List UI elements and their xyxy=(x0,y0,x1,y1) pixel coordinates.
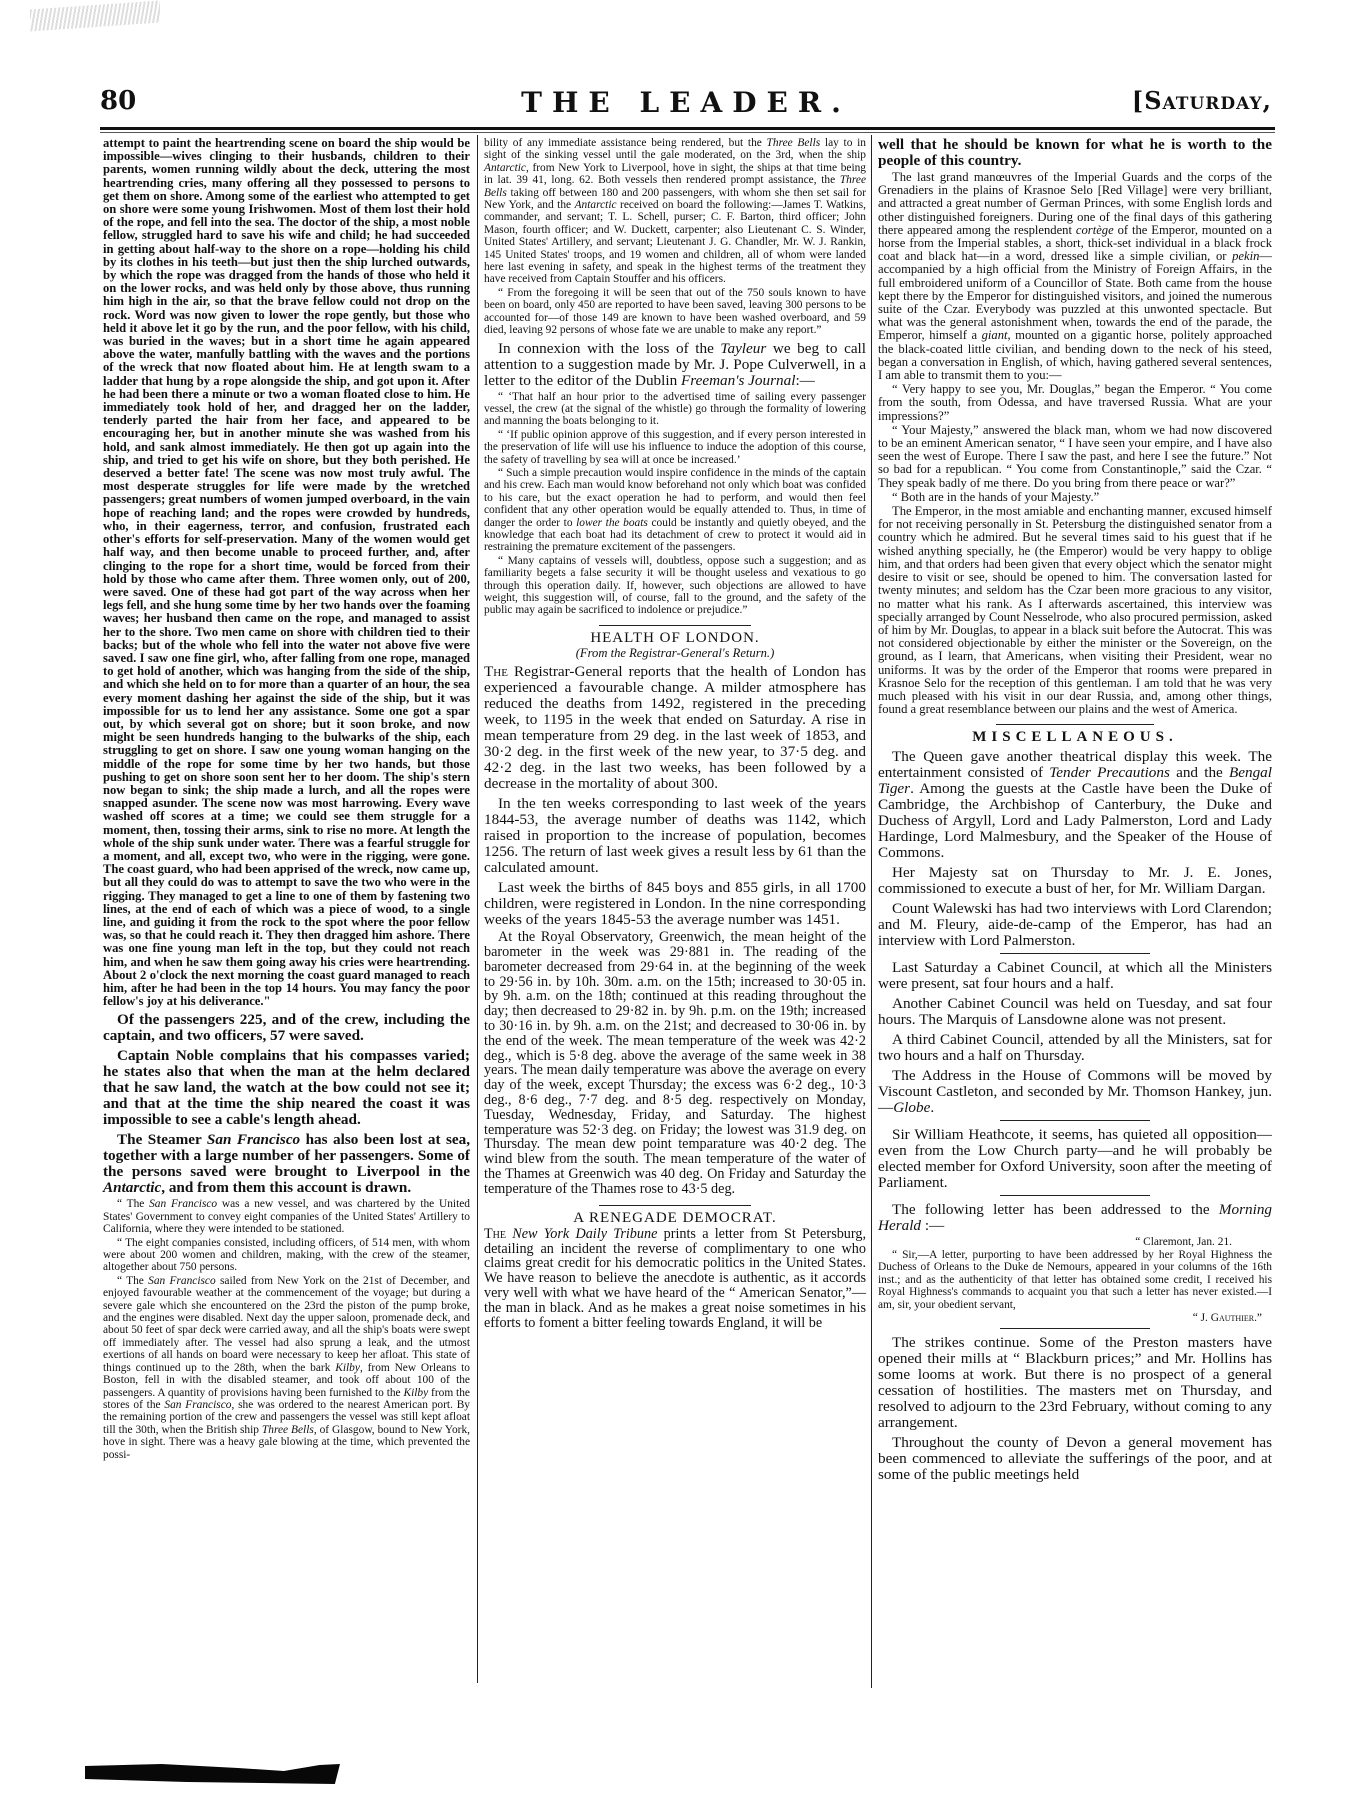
misc-paragraph: Count Walewski has had two interviews with Lord Clarendon; and M. Fleury, aide-de-camp of the Emperor, has had an interview with Lord Palmerston. xyxy=(878,899,1272,949)
misc-paragraph: The strikes continue. Some of the Preston masters have opened their mills at “ Blackburn prices;” and Mr. Hollins has some looms at work. But there is no prospect of a general cessation of hostilities. The masters met on Thursday, and resolved to adjourn to the 23rd February, without coming to any arrangement. xyxy=(878,1334,1272,1432)
misc-paragraph: Last Saturday a Cabinet Council, at which all the Ministers were present, sat four hours and a half. xyxy=(878,958,1272,992)
section-divider xyxy=(996,724,1154,725)
scan-ink-mark xyxy=(85,1764,340,1784)
column-divider xyxy=(477,135,478,1683)
article-paragraph: The Emperor, in the most amiable and enchanting manner, excused himself for not receiving personally in St. Petersburg the distinguished senator from a country which he admired. But he several times said to his guest that if he wished anything specially, he (the Emperor) would be very happy to oblige him, and that orders had been given that every object which the senator might desire to visit or see, should be opened to him. The conversation lasted for twenty minutes; and seldom has the Czar been more gracious to any visitor, no matter what his rank. As I afterwards ascertained, this interview was specially arranged by Count Nesselrode, who also procured permission, asked of him by Mr. Douglas, to appear in a black suit before the Autocrat. This was not considered objectionable by either the minister or the Sovereign, on the ground, as I learn, that Americans, when visiting their President, wear no uniforms. It was by the order of the Emperor that rooms were prepared in Krasnoe Selo for the reception of this gentleman. I am told that he was very much pleased with his visit in our dear Russia, and, among other things, found a great resemblance between our plains and the west of America. xyxy=(878,504,1272,717)
quote-paragraph: bility of any immediate assistance being rendered, but the Three Bells lay to in sight of the sinking vessel until the gale moderated, on the 3rd, when the ship Antarctic, from New York to Liverpool, hove in sight, the ships at that time being in lat. 39 41, long. 62. Both vessels then rendered prompt assistance, the Three Bells taking off between 180 and 200 passengers, with whom she then set sail for New York, and the Antarctic received on board the following:—James T. Watkins, commander, and servant; T. L. Schell, purser; C. F. Barton, third officer; John Mason, fourth officer; and W. Duckett, carpenter; also Lieutenant C. S. Winder, United States' Artillery, and servant; Lieutenant J. G. Chandler, Mr. W. J. Rankin, 145 United States' troops, and 19 women and children, all of whom were landed here last evening in safety, and speak in the highest terms of the treatment they have received from Captain Stouffer and his officers. xyxy=(484,137,866,286)
item-divider xyxy=(1000,1328,1150,1329)
misc-paragraph: Sir William Heathcote, it seems, has quieted all opposition—even from the Low Church party—and he will probably be elected member for Oxford University, soon after the meeting of Parliament. xyxy=(878,1125,1272,1191)
quote-paragraph: “ The San Francisco sailed from New York on the 21st of December, and enjoyed favourable weather at the commencement of the voyage; but during a severe gale which she encountered on the 23rd the piston of the pump broke, and the engines were disabled. Next day the upper saloon, promenade deck, and about 50 feet of spar deck were carried away, and all the ship's boats were swept off immediately after. The vessel had also sprung a leak, and the utmost exertions of all hands on board were necessary to keep her afloat. This state of things continued up to the 28th, when the bark Kilby, from New Orleans to Boston, fell in with the disabled steamer, and took off about 100 of the passengers. A quantity of provisions having been furnished to the Kilby from the stores of the San Francisco, she was ordered to the nearest American port. By the remaining portion of the crew and passengers the vessel was still kept afloat till the 30th, when the British ship Three Bells, of Glasgow, bound to New York, hove in sight. There was a heavy gale blowing at the time, which prevented the possi- xyxy=(103,1274,470,1461)
tayleur-paragraph: In connexion with the loss of the Tayleur we beg to call attention to a suggestion made by Mr. J. Pope Culverwell, in a letter to the editor of the Dublin Freeman's Journal:— xyxy=(484,339,866,389)
column-1 xyxy=(103,137,470,1462)
item-divider xyxy=(1000,1120,1150,1121)
dialog-paragraph: “ Both are in the hands of your Majesty.” xyxy=(892,489,1100,504)
quote-paragraph: “ The San Francisco was a new vessel, and was chartered by the United States' Government to convey eight companies of the United States' Artillery to California, where they were intended to be stationed. xyxy=(103,1198,471,1236)
captain-paragraph: Captain Noble complains that his compasses varied; he states also that when the man at the helm declared that he saw land, the watch at the bow could not see it; and that at the time the ship neared the coast it was impossible to see a cable's length ahead. xyxy=(103,1047,470,1129)
header-rule xyxy=(100,127,1275,130)
section-subheading: (From the Registrar-General's Return.) xyxy=(575,646,775,661)
dateline: [Saturday, xyxy=(1131,86,1272,115)
header-rule-thin xyxy=(100,132,1275,133)
section-divider xyxy=(599,1205,752,1206)
quote-paragraph: “ Such a simple precaution would inspire confidence in the minds of the captain and his crew. Each man would know beforehand not only which boat was confided to his care, but the exact operation he had to perform, and would then feel confident that any other operation would be equally attended to. Thus, in time of danger the order to lower the boats could be instantly and quietly obeyed, and the knowledge that each boat had its detachment of crew to protect it would aid in restraining the premature excitement of the passengers. xyxy=(484,466,866,554)
letter-body: “ Sir,—A letter, purporting to have been addressed by her Royal Highness the Duchess of Orleans to the Duke de Nemours, appeared in your columns of the 16th inst.; and as the authenticity of that letter has obtained some credit, I received his Royal Highness's commands to acquaint you that such a letter has never existed.—I am, sir, your obedient servant, xyxy=(878,1248,1272,1311)
quote-paragraph: “ ‘If public opinion approve of this suggestion, and if every person interested in the preservation of life will use his influence to induce the adoption of this course, the safety of travelling by sea will at once be increased.’ xyxy=(484,428,866,466)
misc-paragraph: A third Cabinet Council, attended by all the Ministers, sat for two hours and a half on Thursday. xyxy=(878,1030,1272,1064)
letter-place: “ Claremont, Jan. 21. xyxy=(1135,1235,1232,1248)
renegade-paragraph: The New York Daily Tribune prints a letter from St Petersburg, detailing an incident the reverse of complimentary to one who claims great credit for his democratic politics in the United States. We have reason to believe the anecdote is authentic, as it accords very well with what we have heard of the “ American Senator,”—the man in black. And as he makes a great noise sometimes in his efforts to foment a bitter feeling towards England, it will be xyxy=(484,1225,867,1331)
quote-paragraph: “ The eight companies consisted, including officers, of 514 men, with whom were about 200 women and children, making, with the crew of the steamer, altogether about 750 persons. xyxy=(103,1236,470,1274)
section-divider xyxy=(599,625,752,626)
column-3 xyxy=(868,137,1272,1485)
section-heading: A RENEGADE DEMOCRAT. xyxy=(573,1209,777,1226)
misc-paragraph: Throughout the county of Devon a general movement has been commenced to alleviate the sufferings of the poor, and at some of the public meetings held xyxy=(878,1434,1272,1484)
continuation-paragraph: well that he should be known for what he is worth to the people of this country. xyxy=(878,136,1272,169)
section-heading: HEALTH OF LONDON. xyxy=(590,629,760,646)
health-paragraph: In the ten weeks corresponding to last week of the years 1844-53, the average number of deaths was 1142, which raised in proportion to the increase of population, becomes 1256. The return of last week gives a result less by 61 than the calculated amount. xyxy=(484,795,866,877)
steamer-paragraph: The Steamer San Francisco has also been lost at sea, together with a large number of her passengers. Some of the persons saved were brought to Liverpool in the Antarctic, and from them this account is drawn. xyxy=(103,1131,470,1197)
article-paragraph: The last grand manœuvres of the Imperial Guards and the corps of the Grenadiers in the plains of Krasnoe Selo [Red Village] were very brilliant, and attracted a great number of German Princes, with some English lords and other distinguished foreigners. During one of the final days of this gathering there appeared among the resplendent cortège of the Emperor, mounted on a horse from the Imperial stables, a short, thick-set individual in a black frock coat and black hat—in a word, dressed like a simple civilian, or pekin—accompanied by a high official from the Ministry of Foreign Affairs, in the full embroidered uniform of a Councillor of State. Both came from the house kept there by the Emperor for distinguished visitors, and joined the numerous suite of the Czar. Everybody was puzzled at this unwonted spectacle. But what was the general astonishment when, towards the end of the parade, the Emperor, himself a giant, mounted on a gigantic horse, politely approached the black-coated little civilian, and bending down to the neck of his steed, began a conversation in English, of which, having gathered several sentences, I am able to transmit them to you:— xyxy=(878,170,1272,383)
masthead xyxy=(100,86,1272,122)
survivors-paragraph: Of the passengers 225, and of the crew, including the captain, and two officers, 57 were saved. xyxy=(103,1011,470,1045)
health-paragraph: The Registrar-General reports that the health of London has experienced a favourable change. A milder atmosphere has reduced the deaths from 1492, registered in the preceding week, to 1195 in the week that ended on Saturday. A rise in mean temperature from 29 deg. in the last week of 1853, and 30·2 deg. in the first week of the new year, to 37·5 deg. and 42·2 deg. in the last two weeks, has been followed by a decrease in the mortality of about 300. xyxy=(484,663,866,793)
health-paragraph: Last week the births of 845 boys and 855 girls, in all 1700 children, were registered in London. In the nine corresponding weeks of the years 1845-53 the average number was 1451. xyxy=(484,879,866,929)
dialog-paragraph: “ Your Majesty,” answered the black man, whom we had now discovered to be an eminent American senator, “ I have seen your empire, and I have also seen the west of Europe. There I saw the past, and here I see the future.” Not so bad for a republican. “ You come from Constantinople,” said the Czar. “ They speak badly of me there. Do you bring from there peace or war?” xyxy=(878,422,1272,490)
misc-paragraph: The Address in the House of Commons will be moved by Viscount Castleton, and seconded by Mr. Thomson Hankey, jun.—Globe. xyxy=(878,1066,1272,1116)
dialog-paragraph: “ Very happy to see you, Mr. Douglas,” began the Emperor. “ You come from the south, from Odessa, and have traversed Russia. What are your impressions?” xyxy=(878,382,1272,423)
article-paragraph: attempt to paint the heartrending scene on board the ship would be impossible—wives clinging to their husbands, children to their parents, women running wildly about the deck, uttering the most heartrending cries, many offering all they possessed to persons to get them on shore. Among some of the earliest who attempted to get on shore were some young Irishwomen. Most of them lost their hold of the rope, and fell into the sea. The doctor of the ship, a most noble fellow, struggled hard to save his wife and child; he had succeeded in getting about half-way to the shore on a rope—holding his child by its clothes in his teeth—but just then the ship lurched outwards, by which the rope was dragged from the hands of those who held it on the lower rocks, and was held only by those above, thus running him high in the air, so that the brave fellow could not drop on the rock. Word was now given to lower the rope gently, but those who held it above let it go by the run, and the poor fellow, with his child, was buried in the waves; but in a short time he again appeared above the water, manfully battling with the waves and the portions of the wreck that now floated about him. He at length swam to a ladder that hung by a rope alongside the ship, and got upon it. After he had been there a minute or two a woman floated close to him. He immediately took hold of her, and dragged her on the ladder, tenderly parted the hair from her face, and appeared to be encouraging her, but in another minute she was washed from his hold, and sank almost immediately. He then got up again into the ship, and tried to get his wife on shore, but they both perished. He deserved a better fate! The scene was now most truly awful. The most desperate struggles for life were made by the wretched passengers; great numbers of women jumped overboard, in the vain hope of reaching land; and the ropes were crowded by hundreds, who, in their eagerness, terror, and confusion, frustrated each other's efforts for self-preservation. Many of the women would get half way, and then become unable to proceed further, and, after clinging to the rope for a short time, would be forced from their hold by those who came after them. Three women only, out of 200, were saved. One of these had got part of the way across when her legs fell, and she hung some time by her two hands over the foaming waves; her husband then came on the rope, and managed to assist her to the shore. Two men came on shore with children tied to their backs; but of the whole who fell into the water not above five were saved. I saw one fine girl, who, after falling from one rope, managed to get hold of another, which was hanging from the side of the ship, and which she held on to for more than a quarter of an hour, the sea every moment dashing her against the side of the ship, but it was impossible for us to lend her any assistance. Some one got a spar out, by which several got on shore; but it soon broke, and now might be seen hundreds hanging to the bulwarks of the ship, each struggling to get on shore. I saw one young woman hanging on the middle of the rope for some time by her two hands, but those pushing to get on shore soon sent her to her doom. The ship's stern now began to sink; the ship made a lurch, and all the ropes were snapped asunder. The scene now was most harrowing. Every wave washed off scores at a time; we could see them struggle for a moment, then, tossing their arms, sink to rise no more. At length the whole of the ship sunk under water. There was a fearful struggle for a moment, and all, except two, who were in the rigging, were gone. The coast guard, who had been apprised of the wreck, now came up, but all they could do was to attempt to save the two who were in the rigging. They managed to get a line to one of them by fastening two lines, at the end of each of which was a piece of wood, to a single line, and guiding it from the rock to the spot where the poor fellow was, so that he could reach it. They then dragged him ashore. There was one fine young man left in the top, but they could not reach him, and when he saw them going away his cries were heartrending. About 2 o'clock the next morning the coast guard managed to reach him, after he had been in the top 14 hours. You may fancy the poor fellow's joy at his deliverance." xyxy=(103,136,470,1009)
misc-paragraph: Another Cabinet Council was held on Tuesday, and sat four hours. The Marquis of Lansdowne alone was not present. xyxy=(878,994,1272,1028)
health-paragraph: At the Royal Observatory, Greenwich, the mean height of the barometer in the week was 29·881 in. The reading of the barometer decreased from 29·64 in. at the beginning of the week to 29·56 in. by 10h. 30m. a.m. on the 15th; increased to 30·05 in. by 9h. a.m. on the 18th; continued at this reading throughout the day; then decreased to 29·82 in. by 9h. p.m. on the 19th; increased to 30·16 in. by 9h. a.m. on the 21st; and decreased to 30·06 in. by the end of the week. The mean temperature of the week was 42·2 deg., which is 5·8 deg. above the average of the same week in 38 years. The mean daily temperature was above the average on every day of the week, except Thursday; the excess was 6·2 deg., 10·3 deg., 8·6 deg., 7·7 deg. and 8·5 deg. respectively on Monday, Tuesday, Wednesday, Friday, and Saturday. The highest temperature was 52·3 deg. on Friday; the lowest was 31.9 deg. on Thursday. The mean dew point temparature was 40·2 deg. The wind blew from the south. The mean temperature of the water of the Thames at Greenwich was 40 deg. On Friday and Saturday the temperature of the Thames rose to 43·5 deg. xyxy=(484,929,866,1197)
page-number: 80 xyxy=(100,86,137,116)
quote-paragraph: “ ‘That half an hour prior to the advertised time of sailing every passenger vessel, the crew (at the signal of the whistle) go through the formality of lowering and manning the boats belonging to it. xyxy=(484,390,866,428)
misc-paragraph: The following letter has been addressed to the Morning Herald :— xyxy=(878,1200,1272,1234)
column-2 xyxy=(484,137,866,1331)
quote-paragraph: “ From the foregoing it will be seen that out of the 750 souls known to have been on board, only 450 are reported to have been saved, leaving 300 persons to be accounted for—of those 149 are known to have been washed overboard, and 59 died, leaving 92 persons of whose fate we are unable to make any report.” xyxy=(484,286,866,337)
section-heading: MISCELLANEOUS. xyxy=(972,729,1178,746)
letter-signature: “ J. Gauthier.” xyxy=(1192,1311,1262,1324)
item-divider xyxy=(1000,953,1150,954)
misc-paragraph: Her Majesty sat on Thursday to Mr. J. E. Jones, commissioned to execute a bust of her, for Mr. William Dargan. xyxy=(878,863,1272,897)
item-divider xyxy=(1000,1195,1150,1196)
quote-paragraph: “ Many captains of vessels will, doubtless, oppose such a suggestion; and as familiarity begets a false security it will be thought useless and vexatious to go through this operation daily. If, however, such objections are allowed to have weight, this suggestion will, of course, fall to the ground, and the safety of the public may again be sacrificed to indolence or prejudice.” xyxy=(484,554,866,617)
scan-smudge xyxy=(30,0,160,31)
newspaper-title: THE LEADER. xyxy=(521,86,851,119)
misc-paragraph: The Queen gave another theatrical display this week. The entertainment consisted of Tender Precautions and the Bengal Tiger. Among the guests at the Castle have been the Duke of Cambridge, the Archbishop of Canterbury, the Duke and Duchess of Argyll, Lord and Lady Palmerston, Lord and Lady Hardinge, Lord Malmesbury, and the Speaker of the House of Commons. xyxy=(878,747,1272,861)
